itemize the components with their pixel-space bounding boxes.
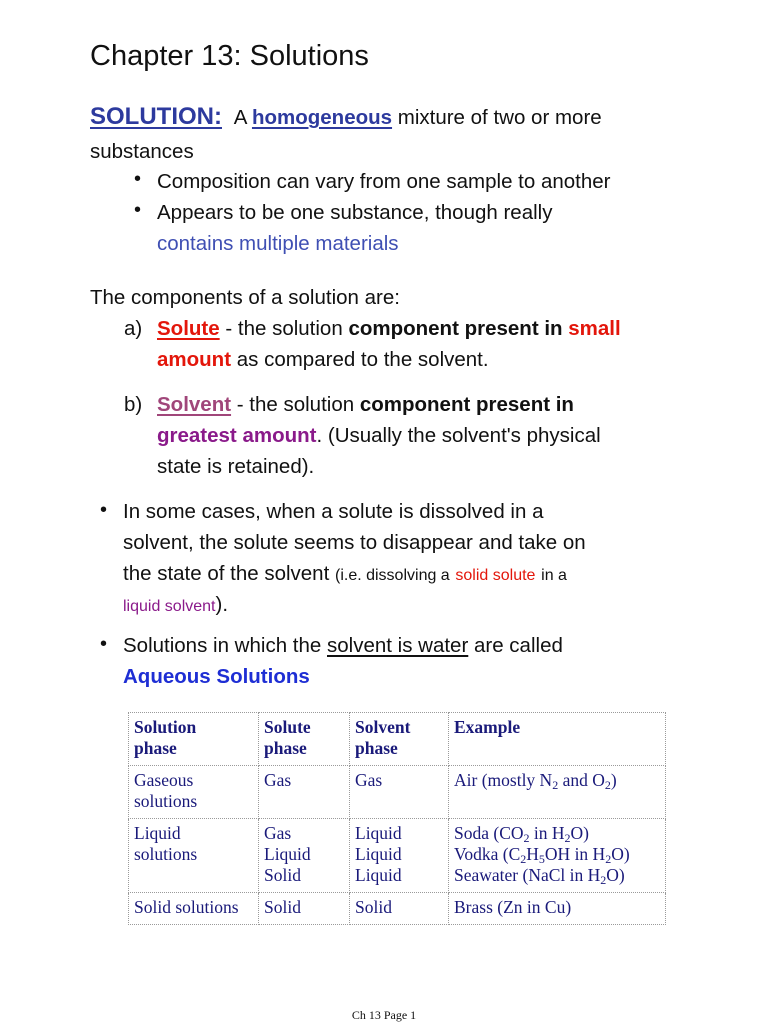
solution-term: SOLUTION: xyxy=(90,103,222,130)
solute-definition-line-1 xyxy=(157,313,621,344)
solute-definition-line-2 xyxy=(157,344,489,375)
definition-bullet-2-cont: contains multiple materials xyxy=(157,232,399,255)
page-title: Chapter 13: Solutions xyxy=(90,40,369,72)
bullet-icon: • xyxy=(134,168,142,190)
table-row xyxy=(129,893,666,925)
cell-example: Air (mostly $N_2$ and $O_2$) xyxy=(449,766,666,819)
definition-line-2: substances xyxy=(90,140,194,163)
item-b-marker: b) xyxy=(124,393,143,416)
solute-small: small xyxy=(568,317,621,340)
cell-solution-phase: Liquid solutions xyxy=(129,819,259,893)
definition-line xyxy=(90,101,602,133)
note-1-line-4 xyxy=(123,589,228,622)
components-intro: The components of a solution are: xyxy=(90,286,400,309)
note-1-end: ). xyxy=(215,593,229,616)
cell-solvent-phase: Solid xyxy=(350,893,449,925)
solute-compared: as compared to the solvent. xyxy=(236,348,489,371)
page-footer: Ch 13 Page 1 xyxy=(351,1008,417,1022)
definition-bullet-1: Composition can vary from one sample to another xyxy=(157,170,611,193)
cell-solvent-phase: Gas xyxy=(350,766,449,819)
note-1-line-2: solvent, the solute seems to disappear and take on xyxy=(123,531,586,554)
note-1-in-a: in a xyxy=(541,567,567,584)
solute-amount: amount xyxy=(157,348,232,371)
homogeneous-keyword: homogeneous xyxy=(251,106,393,129)
table-row xyxy=(129,819,666,893)
solvent-definition-line-2 xyxy=(157,420,601,451)
solutions-table xyxy=(128,712,666,925)
cell-solute-phase: Gas xyxy=(259,766,350,819)
solute-text: - the solution xyxy=(225,317,343,340)
note-1-state: the state of the solvent xyxy=(123,562,330,585)
solvent-definition-line-3: state is retained). xyxy=(157,455,315,478)
definition-bullet-2: Appears to be one substance, though really xyxy=(157,201,553,224)
header-solvent-phase: Solvent phase xyxy=(350,713,449,766)
cell-example: Soda ($CO_2$ in $H_2O$) Vodka ($C_2H_5OH$ in $H_2O$) Seawater (NaCl in $H_2O$) xyxy=(449,819,666,893)
solvent-physical: . (Usually the solvent's physical xyxy=(316,424,601,447)
cell-solvent-phase: Liquid Liquid Liquid xyxy=(350,819,449,893)
header-solute-phase: Solute phase xyxy=(259,713,350,766)
note-1-line-1: In some cases, when a solute is dissolved in a xyxy=(123,500,544,523)
cell-example: Brass (Zn in Cu) xyxy=(449,893,666,925)
solvent-term: Solvent xyxy=(157,393,232,416)
cell-solution-phase: Gaseous solutions xyxy=(129,766,259,819)
note-2-called: are called xyxy=(473,634,563,657)
note-1-line-3 xyxy=(123,558,567,591)
note-1-liquid-solvent: liquid solvent xyxy=(123,598,216,615)
aqueous-solutions-term: Aqueous Solutions xyxy=(123,665,310,688)
table-header-row xyxy=(129,713,666,766)
header-example: Example xyxy=(449,713,666,766)
table-row xyxy=(129,766,666,819)
cell-solute-phase: Gas Liquid Solid xyxy=(259,819,350,893)
solvent-definition-line-1 xyxy=(157,389,574,420)
note-2-line-1 xyxy=(123,630,563,661)
solvent-text: - the solution xyxy=(236,393,355,416)
bullet-icon: • xyxy=(100,499,108,521)
solute-term: Solute xyxy=(157,317,220,340)
header-solution-phase: Solution phase xyxy=(129,713,259,766)
note-1-solid-solute: solid solute xyxy=(455,567,536,584)
cell-solution-phase: Solid solutions xyxy=(129,893,259,925)
bullet-icon: • xyxy=(134,199,142,221)
solvent-bold: component present in xyxy=(359,393,574,416)
definition-prefix: A xyxy=(233,106,247,129)
note-2-solvent-is-water: solvent is water xyxy=(327,634,469,657)
item-a-marker: a) xyxy=(124,317,143,340)
bullet-icon: • xyxy=(100,633,108,655)
definition-rest: mixture of two or more xyxy=(397,106,602,129)
note-2-intro: Solutions in which the xyxy=(123,634,322,657)
solvent-greatest-amount: greatest amount xyxy=(157,424,317,447)
cell-solute-phase: Solid xyxy=(259,893,350,925)
solute-bold: component present in xyxy=(348,317,563,340)
note-1-ie: (i.e. dissolving a xyxy=(334,567,450,584)
